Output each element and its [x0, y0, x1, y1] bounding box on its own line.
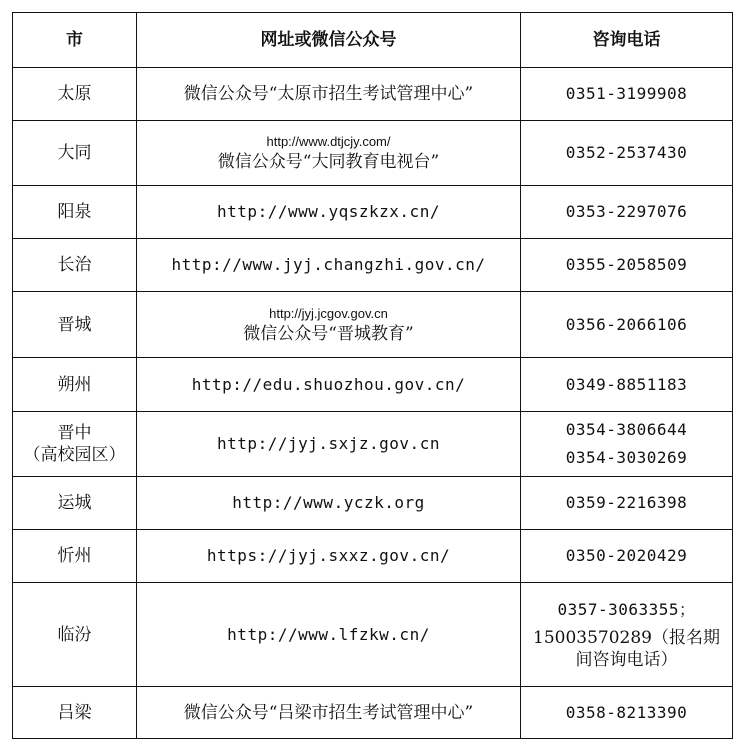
table-row: [13, 186, 733, 239]
phone-note: 间咨询电话）: [575, 649, 678, 670]
phone-cell: [521, 292, 733, 358]
header-city: 市: [13, 13, 137, 68]
phone-number: 0357-3063355；: [557, 599, 696, 619]
phone-cell: [521, 239, 733, 292]
site-cell: [137, 358, 521, 412]
phone-number: 15003570289（报名期: [533, 627, 720, 648]
phone-cell: [521, 186, 733, 239]
wechat-account: 微信公众号“晋城教育”: [243, 323, 414, 344]
wechat-account: 微信公众号“太原市招生考试管理中心”: [183, 84, 474, 104]
phone-number: 0351-3199908: [565, 84, 688, 103]
phone-cell: [521, 530, 733, 583]
table-row: [13, 583, 733, 687]
site-cell: [137, 239, 521, 292]
wechat-account: 微信公众号“吕梁市招生考试管理中心”: [183, 702, 474, 723]
wechat-account: 微信公众号“大同教育电视台”: [217, 152, 440, 172]
phone-number: 0358-8213390: [565, 702, 688, 722]
phone-number: 0356-2066106: [565, 314, 688, 334]
city-note: （高校园区）: [23, 445, 126, 465]
city-cell: 吕梁: [13, 687, 137, 739]
table-row: [13, 239, 733, 292]
table-row: [13, 292, 733, 358]
city-cell: 运城: [13, 477, 137, 530]
phone-number: 0359-2216398: [565, 493, 688, 512]
header-row: [13, 13, 733, 68]
website-link[interactable]: http://jyj.sxjz.gov.cn: [217, 434, 440, 453]
city-cell: 大同: [13, 121, 137, 186]
table-row: [13, 687, 733, 739]
table-row: [13, 358, 733, 412]
contact-table: [12, 12, 733, 739]
table-row: [13, 477, 733, 530]
website-link[interactable]: http://www.yqszkzx.cn/: [217, 202, 440, 221]
phone-number: 0352-2537430: [565, 143, 688, 162]
site-cell: [137, 477, 521, 530]
phone-cell: [521, 68, 733, 121]
site-cell: [137, 121, 521, 186]
city-cell: 长治: [13, 239, 137, 292]
phone-number: 0353-2297076: [565, 202, 688, 221]
table-row: [13, 68, 733, 121]
website-link[interactable]: http://www.lfzkw.cn/: [227, 624, 430, 644]
site-cell: [137, 412, 521, 477]
phone-number: 0354-3030269: [565, 448, 688, 467]
website-link[interactable]: http://www.yczk.org: [232, 493, 425, 512]
site-cell: [137, 292, 521, 358]
site-cell: [137, 687, 521, 739]
website-link[interactable]: http://www.dtjcjy.com/: [266, 134, 391, 149]
phone-cell: [521, 358, 733, 412]
phone-number: 0349-8851183: [565, 374, 688, 394]
phone-cell: [521, 687, 733, 739]
city-cell: 晋城: [13, 292, 137, 358]
site-cell: [137, 530, 521, 583]
website-link[interactable]: http://www.jyj.changzhi.gov.cn/: [171, 255, 486, 274]
phone-number: 0355-2058509: [565, 255, 688, 274]
website-link[interactable]: https://jyj.sxxz.gov.cn/: [206, 546, 451, 565]
table-row: [13, 412, 733, 477]
header-site: 网址或微信公众号: [137, 13, 521, 68]
site-cell: [137, 583, 521, 687]
site-cell: [137, 68, 521, 121]
site-cell: [137, 186, 521, 239]
header-phone: 咨询电话: [521, 13, 733, 68]
city-cell: 朔州: [13, 358, 137, 412]
city-cell: 忻州: [13, 530, 137, 583]
table-row: [13, 530, 733, 583]
city-name: 晋中: [57, 423, 92, 443]
phone-number: 0354-3806644: [565, 420, 688, 439]
phone-number: 0350-2020429: [565, 546, 688, 565]
city-cell: 阳泉: [13, 186, 137, 239]
phone-cell: [521, 121, 733, 186]
phone-cell: [521, 412, 733, 477]
website-link[interactable]: http://jyj.jcgov.gov.cn: [269, 305, 388, 321]
city-cell: 太原: [13, 68, 137, 121]
website-link[interactable]: http://edu.shuozhou.gov.cn/: [191, 374, 466, 394]
city-cell: [13, 412, 137, 477]
city-cell: 临汾: [13, 583, 137, 687]
phone-cell: [521, 583, 733, 687]
table-row: [13, 121, 733, 186]
phone-cell: [521, 477, 733, 530]
